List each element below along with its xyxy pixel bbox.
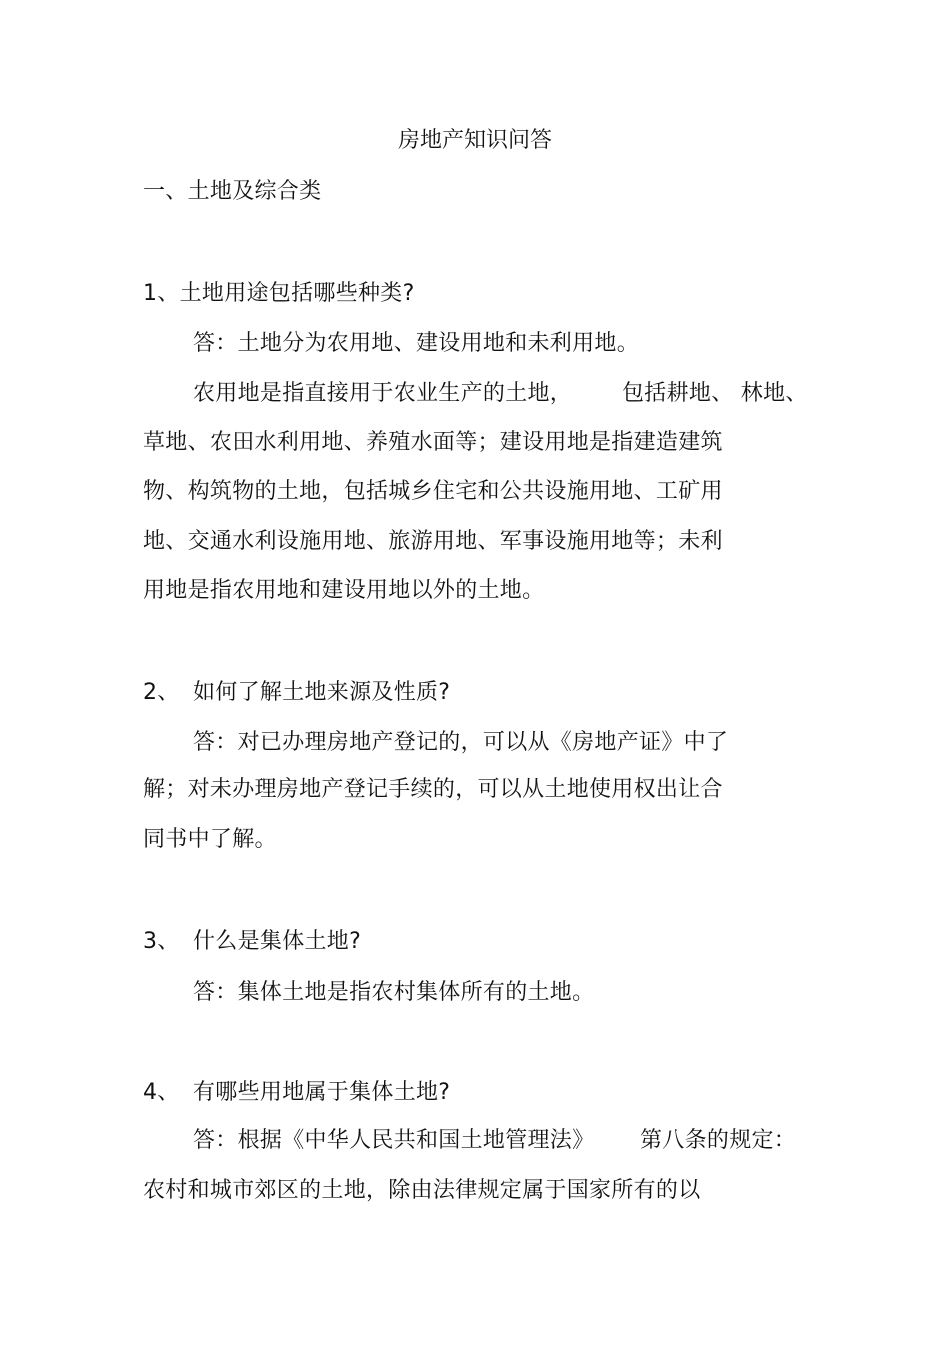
answer-1-line-1: 答：土地分为农用地、建设用地和未利用地。 bbox=[193, 331, 640, 356]
answer-2-line-2: 解；对未办理房地产登记手续的，可以从土地使用权出让合 bbox=[143, 777, 723, 802]
section-heading: 一、土地及综合类 bbox=[143, 179, 322, 204]
answer-2-line-3: 同书中了解。 bbox=[143, 827, 277, 852]
answer-1-line-2a: 农用地是指直接用于农业生产的土地， bbox=[193, 381, 573, 406]
answer-3-line-1: 答：集体土地是指农村集体所有的土地。 bbox=[193, 980, 595, 1005]
question-3-number: 3、 bbox=[143, 929, 180, 954]
question-2-number: 2、 bbox=[143, 680, 180, 705]
answer-4-line-1b: 第八条的规定： bbox=[640, 1128, 797, 1153]
answer-1-line-6: 用地是指农用地和建设用地以外的土地。 bbox=[143, 578, 545, 603]
answer-4-line-2: 农村和城市郊区的土地，除由法律规定属于国家所有的以 bbox=[143, 1178, 701, 1203]
answer-2-line-1: 答：对已办理房地产登记的，可以从《房地产证》中了 bbox=[193, 730, 729, 755]
document-title: 房地产知识问答 bbox=[397, 128, 552, 153]
question-4-number: 4、 bbox=[143, 1080, 180, 1105]
answer-4-line-1a: 答：根据《中华人民共和国土地管理法》 bbox=[193, 1128, 595, 1153]
question-2: 如何了解土地来源及性质? bbox=[193, 680, 451, 705]
answer-1-line-2b: 包括耕地、 林地、 bbox=[622, 381, 808, 406]
answer-1-line-4: 物、构筑物的土地，包括城乡住宅和公共设施用地、工矿用 bbox=[143, 479, 723, 504]
question-4: 有哪些用地属于集体土地? bbox=[193, 1080, 451, 1105]
answer-1-line-3: 草地、农田水利用地、养殖水面等；建设用地是指建造建筑 bbox=[143, 430, 723, 455]
question-1: 1、土地用途包括哪些种类? bbox=[143, 281, 415, 306]
question-3: 什么是集体土地? bbox=[193, 929, 362, 954]
answer-1-line-5: 地、交通水利设施用地、旅游用地、军事设施用地等；未利 bbox=[143, 529, 723, 554]
